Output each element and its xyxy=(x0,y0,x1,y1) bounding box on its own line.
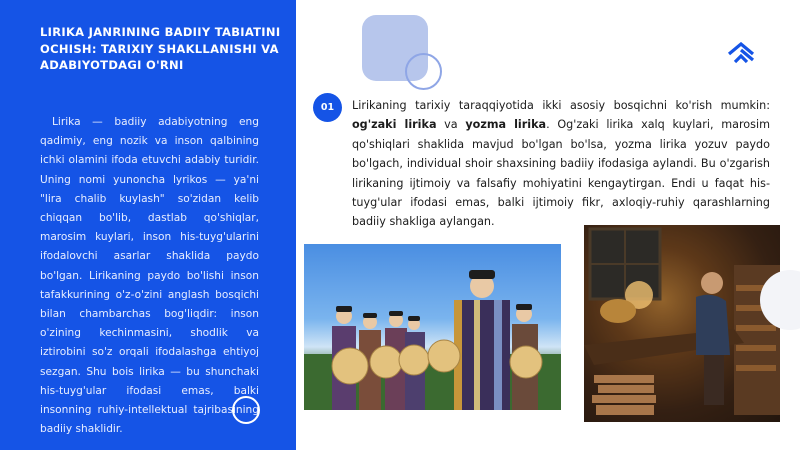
folk-singers-illustration xyxy=(304,244,561,410)
logo-icon xyxy=(726,42,756,64)
highlight-written-lyric: yozma lirika xyxy=(465,118,547,132)
main-paragraph xyxy=(352,96,770,232)
chevron-stack-logo-icon xyxy=(726,42,756,64)
main-paragraph-part: Lirikaning tarixiy taraqqiyotida ikki asosiy bosqichni ko'rish mumkin: xyxy=(352,99,770,112)
left-panel xyxy=(0,0,296,450)
decorative-ring xyxy=(232,396,260,424)
slide-title: LIRIKA JANRINING BADIIY TABIATINI OCHISH: TARIXIY SHAKLLANISHI VA ADABIYOTDAGI O'RNI xyxy=(40,25,281,72)
photo-writer-at-desk xyxy=(584,225,780,422)
main-paragraph-part: va xyxy=(436,118,466,132)
decorative-ring-outline xyxy=(405,53,442,90)
main-paragraph-part: . Og'zaki lirika xalq kuylari, marosim qo'shiqlari shaklida mavjud bo'lgan bo'lsa, yozma lirika yozuv paydo bo'lgach, individual shoir shaxsining badiiy ifodasiga aylandi. Bu o'zgarish lirikaning ijtimoiy va falsafiy mohiyatini kengaytirgan. Endi u faqat his-tuyg'ular ifodasi emas, balki ijtimoiy fikr, axloqiy-ruhiy qarashlarning badiiy shakliga aylangan. xyxy=(352,118,770,229)
photo-folk-singers xyxy=(304,244,561,410)
intro-paragraph: Lirika — badiiy adabiyotning eng qadimiy, eng nozik va inson qalbining ichki olamini ifoda etuvchi adabiy turidir. Uning nomi yunoncha lyrikos — ya'ni "lira chalib kuylash" so'zidan kelib chiqqan bo'lib, dastlab qo'shiqlar, marosim kuylari, inson his-tuyg'ularini ifodalovchi asarlar shaklida paydo bo'lgan. Lirikaning paydo bo'lishi inson tafakkurining o'z-o'zini anglash bosqichi bilan chambarchas bog'liqdir: inson o'zining kechinmasini, shodlik va iztirobini so'z orqali ifodalashga ehtiyoj sezgan. Shu bois lirika — bu shunchaki his-tuyg'ular ifodasi emas, balki insonning ruhiy-intellektual tajribasining badiiy shaklidir. xyxy=(40,116,259,436)
step-number-badge: 01 xyxy=(313,93,342,122)
writer-illustration xyxy=(584,225,780,422)
highlight-oral-lyric: og'zaki lirika xyxy=(352,118,437,132)
